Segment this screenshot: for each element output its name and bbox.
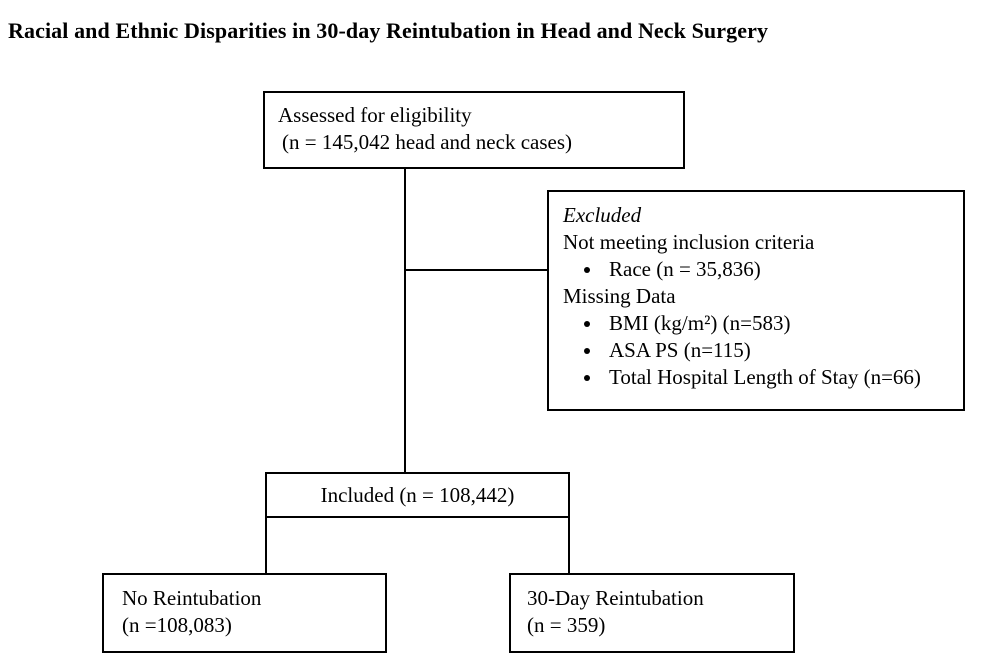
connector-included-to-no-reintubation [265,518,267,573]
reintubation-label: 30-Day Reintubation [527,586,704,610]
excluded-missing-data-item: • Total Hospital Length of Stay (n=66) [603,364,955,391]
no-reintubation-box [102,573,387,653]
connector-assessed-to-included [404,169,406,472]
excluded-missing-data-item: • ASA PS (n=115) [603,337,955,364]
assessed-count: (n = 145,042 head and neck cases) [282,130,572,154]
excluded-box [547,190,965,411]
reintubation-box [509,573,795,653]
excluded-missing-data-item: • BMI (kg/m²) (n=583) [603,310,955,337]
excluded-criteria-item: • Race (n = 35,836) [603,256,955,283]
reintubation-count: (n = 359) [527,613,606,637]
excluded-missing-data-label: Missing Data [563,284,676,308]
excluded-criteria-label: Not meeting inclusion criteria [563,230,815,254]
connector-branch-to-excluded [404,269,547,271]
no-reintubation-label: No Reintubation [122,586,262,610]
assessed-label: Assessed for eligibility [278,103,472,127]
included-box [265,472,570,518]
no-reintubation-count: (n =108,083) [122,613,232,637]
connector-included-to-reintubation [568,518,570,573]
excluded-missing-data-list [563,310,955,391]
included-label: Included (n = 108,442) [320,483,515,507]
figure-title: Racial and Ethnic Disparities in 30-day Reintubation in Head and Neck Surgery [8,18,769,43]
excluded-criteria-list [563,256,955,283]
excluded-heading: Excluded [563,203,642,227]
assessed-box [263,91,685,169]
